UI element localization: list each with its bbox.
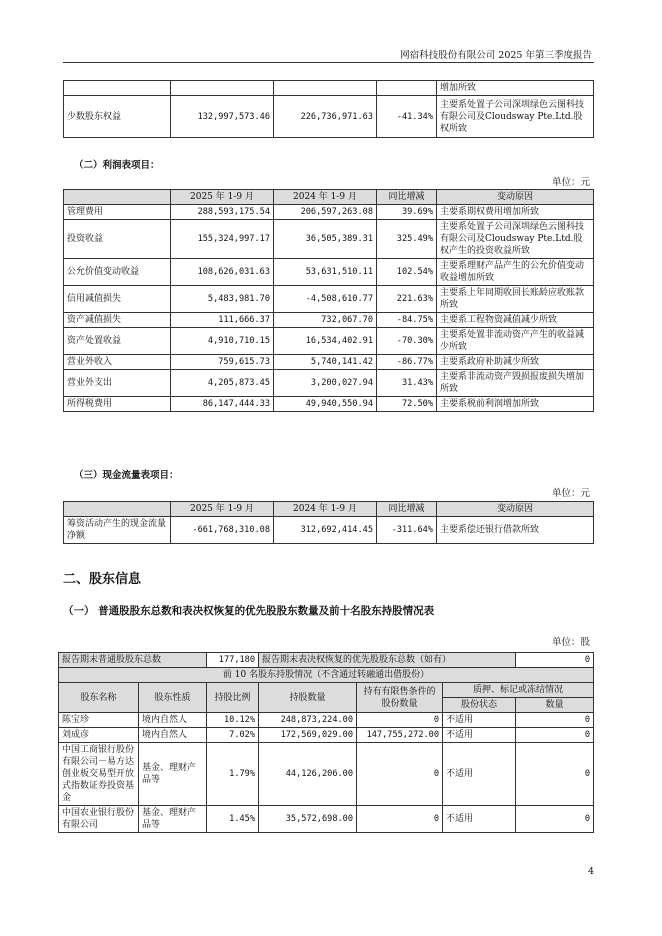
row-name: 筹资活动产生的现金流量净额	[64, 517, 171, 544]
holder-restricted: 147,755,272.00	[357, 728, 443, 743]
change-reason: 增加所致	[437, 81, 594, 96]
holder-amount: 0	[516, 806, 594, 833]
pref-holders-value: 0	[516, 653, 594, 668]
change-reason: 主要系非流动资产毁损报废损失增加所致	[437, 370, 594, 397]
income-unit: 单位：元	[551, 177, 590, 188]
row-name: 投资收益	[64, 220, 171, 259]
value-2024: 206,597,263.08	[274, 205, 377, 220]
header-name: 股东名称	[59, 683, 139, 713]
value-2025: 132,997,573.46	[171, 96, 274, 138]
holder-nature: 基金、理财产品等	[139, 806, 207, 833]
holder-restricted: 0	[357, 806, 443, 833]
shareholder-table	[58, 652, 594, 833]
holder-ratio: 1.45%	[207, 806, 259, 833]
change-pct: -70.30%	[377, 328, 437, 355]
holder-amount: 0	[516, 743, 594, 806]
change-pct: -41.34%	[377, 96, 437, 138]
table-row	[64, 517, 594, 544]
table-row	[59, 743, 594, 806]
table-row	[64, 313, 594, 328]
table-row	[64, 220, 594, 259]
total-holders-value: 177,180	[207, 653, 259, 668]
change-reason: 主要系政府补助减少所致	[437, 355, 594, 370]
header-status: 股份状态	[443, 698, 516, 713]
table-row	[64, 397, 594, 412]
table-row	[59, 728, 594, 743]
value-2024: 5,740,141.42	[274, 355, 377, 370]
table-row	[59, 713, 594, 728]
value-2024: 16,534,402.91	[274, 328, 377, 355]
header-cell: 变动原因	[437, 502, 594, 517]
holder-nature: 境内自然人	[139, 728, 207, 743]
table-row	[64, 259, 594, 286]
table-row	[64, 370, 594, 397]
value-2025: 288,593,175.54	[171, 205, 274, 220]
page-number: 4	[587, 866, 594, 877]
change-pct: 102.54%	[377, 259, 437, 286]
value-2025: 111,666.37	[171, 313, 274, 328]
value-2024: -4,508,610.77	[274, 286, 377, 313]
top10-title-row	[59, 668, 594, 683]
row-name: 公允价值变动收益	[64, 259, 171, 286]
header-cell: 2025 年 1-9 月	[171, 502, 274, 517]
cashflow-unit: 单位：元	[551, 488, 590, 499]
change-pct: -311.64%	[377, 517, 437, 544]
row-name: 少数股东权益	[64, 96, 171, 138]
header-divider	[63, 62, 594, 63]
total-holders-label: 报告期末普通股股东总数	[59, 653, 207, 668]
value-2025: 155,324,997.17	[171, 220, 274, 259]
holder-ratio: 1.79%	[207, 743, 259, 806]
change-reason: 主要系上年同期收回长账龄应收账款所致	[437, 286, 594, 313]
holder-status: 不适用	[443, 728, 516, 743]
value-2025: 108,626,031.63	[171, 259, 274, 286]
table-row	[64, 205, 594, 220]
header-cell: 同比增减	[377, 190, 437, 205]
table-header-row	[64, 502, 594, 517]
row-name: 管理费用	[64, 205, 171, 220]
subsection-heading: （一） 普通股股东总数和表决权恢复的优先股股东数量及前十名股东持股情况表	[63, 605, 435, 617]
value-2024: 53,631,510.11	[274, 259, 377, 286]
holder-qty: 172,569,029.00	[259, 728, 357, 743]
header-cell: 2024 年 1-9 月	[274, 190, 377, 205]
value-2024: 732,067.70	[274, 313, 377, 328]
holder-name: 中国农业银行股份有限公司	[59, 806, 139, 833]
holder-nature: 基金、理财产品等	[139, 743, 207, 806]
change-pct: 31.43%	[377, 370, 437, 397]
shareholder-unit: 单位：股	[551, 637, 590, 648]
section-heading-shareholders: 二、股东信息	[63, 572, 142, 587]
holder-status: 不适用	[443, 743, 516, 806]
change-pct: -86.77%	[377, 355, 437, 370]
value-2025	[171, 81, 274, 96]
value-2024	[274, 81, 377, 96]
cashflow-section-title: （三）现金流量表项目：	[74, 470, 179, 481]
change-reason: 主要系处置非流动资产产生的收益减少所致	[437, 328, 594, 355]
holder-ratio: 7.02%	[207, 728, 259, 743]
change-pct: 221.63%	[377, 286, 437, 313]
page-header: 网宿科技股份有限公司 2025 年第三季度报告	[400, 50, 592, 61]
holder-qty: 44,126,206.00	[259, 743, 357, 806]
holder-status: 不适用	[443, 713, 516, 728]
change-reason: 主要系偿还银行借款所致	[437, 517, 594, 544]
income-table	[63, 189, 594, 412]
table-row	[64, 81, 594, 96]
holder-ratio: 10.12%	[207, 713, 259, 728]
row-name: 营业外支出	[64, 370, 171, 397]
holder-restricted: 0	[357, 713, 443, 728]
pref-holders-label: 报告期末表决权恢复的优先股股东总数（如有）	[259, 653, 516, 668]
income-section-title: （二）利润表项目：	[74, 160, 160, 171]
header-cell: 2025 年 1-9 月	[171, 190, 274, 205]
header-cell: 2024 年 1-9 月	[274, 502, 377, 517]
header-amount: 数量	[516, 698, 594, 713]
value-2025: 5,483,981.70	[171, 286, 274, 313]
holder-amount: 0	[516, 713, 594, 728]
holder-restricted: 0	[357, 743, 443, 806]
value-2024: 49,940,550.94	[274, 397, 377, 412]
cashflow-table	[63, 501, 594, 544]
value-2025: 4,205,873.45	[171, 370, 274, 397]
holder-nature: 境内自然人	[139, 713, 207, 728]
holder-name: 中国工商银行股份有限公司－易方达创业板交易型开放式指数证券投资基金	[59, 743, 139, 806]
header-cell: 同比增减	[377, 502, 437, 517]
summary-row	[59, 653, 594, 668]
holder-name: 刘成彦	[59, 728, 139, 743]
change-reason: 主要系税前利润增加所致	[437, 397, 594, 412]
row-name: 资产减值损失	[64, 313, 171, 328]
header-restricted: 持有有限售条件的股份数量	[357, 683, 443, 713]
table-row	[59, 806, 594, 833]
change-reason: 主要系理财产品产生的公允价值变动收益增加所致	[437, 259, 594, 286]
table-header-row	[64, 190, 594, 205]
table-row	[64, 286, 594, 313]
header-cell	[64, 190, 171, 205]
header-nature: 股东性质	[139, 683, 207, 713]
value-2025: -661,768,310.08	[171, 517, 274, 544]
holder-qty: 248,873,224.00	[259, 713, 357, 728]
value-2025: 759,615.73	[171, 355, 274, 370]
table-row	[64, 328, 594, 355]
row-name: 信用减值损失	[64, 286, 171, 313]
holder-status: 不适用	[443, 806, 516, 833]
top10-title: 前 10 名股东持股情况（不含通过转融通出借股份）	[59, 668, 594, 683]
row-name	[64, 81, 171, 96]
table-row	[64, 96, 594, 138]
value-2024: 3,200,027.94	[274, 370, 377, 397]
change-pct: 39.69%	[377, 205, 437, 220]
header-cell	[64, 502, 171, 517]
table-header-row	[59, 683, 594, 698]
value-2025: 86,147,444.33	[171, 397, 274, 412]
value-2025: 4,910,710.15	[171, 328, 274, 355]
change-pct: -84.75%	[377, 313, 437, 328]
header-pledge: 质押、标记或冻结情况	[443, 683, 594, 698]
header-cell: 变动原因	[437, 190, 594, 205]
holder-amount: 0	[516, 728, 594, 743]
value-2024: 312,692,414.45	[274, 517, 377, 544]
table-row	[64, 355, 594, 370]
change-reason: 主要系处置子公司深圳绿色云图科技有限公司及Cloudsway Pte.Ltd.股权所致	[437, 96, 594, 138]
row-name: 营业外收入	[64, 355, 171, 370]
holder-name: 陈宝珍	[59, 713, 139, 728]
change-pct: 72.50%	[377, 397, 437, 412]
balance-continuation-table	[63, 80, 594, 138]
holder-qty: 35,572,698.00	[259, 806, 357, 833]
change-reason: 主要系期权费用增加所致	[437, 205, 594, 220]
change-pct	[377, 81, 437, 96]
row-name: 所得税费用	[64, 397, 171, 412]
change-reason: 主要系工程物资减值减少所致	[437, 313, 594, 328]
change-pct: 325.49%	[377, 220, 437, 259]
header-ratio: 持股比例	[207, 683, 259, 713]
value-2024: 226,736,971.63	[274, 96, 377, 138]
change-reason: 主要系处置子公司深圳绿色云图科技有限公司及Cloudsway Pte.Ltd.股权产生的投资收益所致	[437, 220, 594, 259]
row-name: 资产处置收益	[64, 328, 171, 355]
header-qty: 持股数量	[259, 683, 357, 713]
value-2024: 36,505,389.31	[274, 220, 377, 259]
